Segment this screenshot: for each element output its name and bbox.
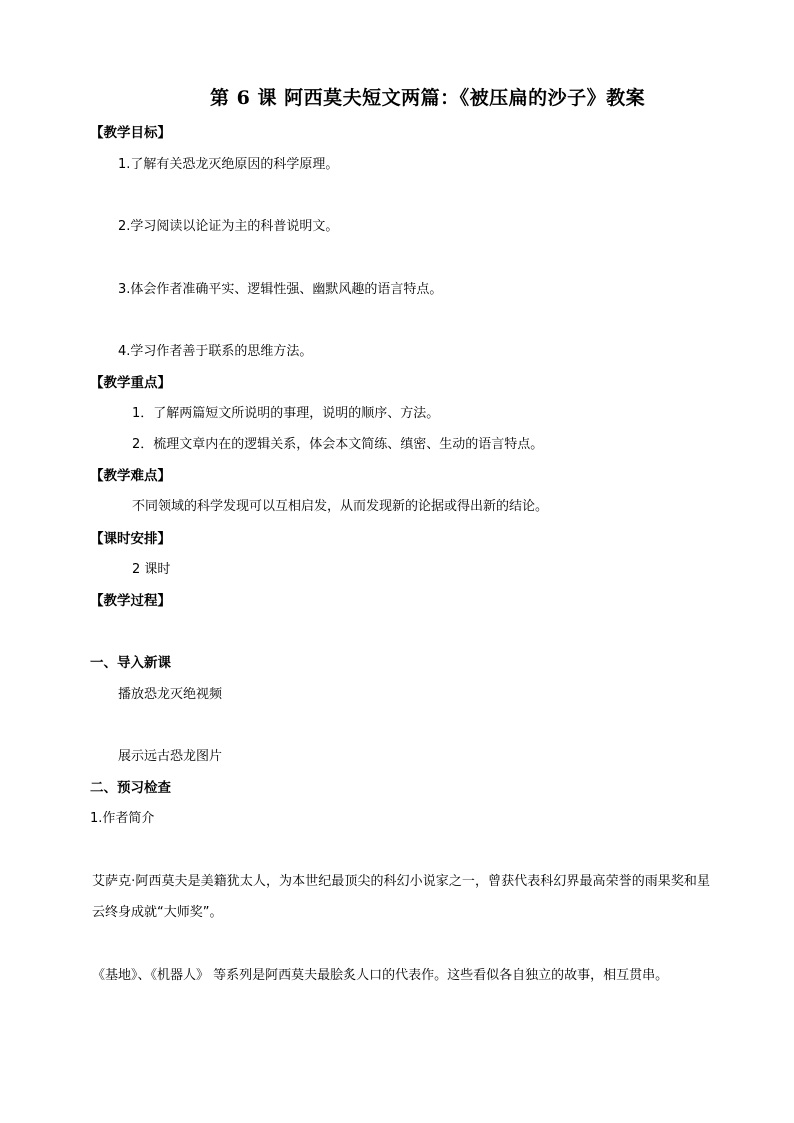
objective-item-3: 3.体会作者准确平实、逻辑性强、幽默风趣的语言特点。	[118, 282, 443, 297]
process-heading: 【教学过程】	[90, 593, 171, 609]
section-intro-item-2: 展示远古恐龙图片	[118, 749, 223, 764]
key-points-heading: 【教学重点】	[90, 375, 171, 391]
author-paragraph-1: 艾萨克·阿西莫夫是美籍犹太人，为本世纪最顶尖的科幻小说家之一，曾获代表科幻界最高荣誉的雨果奖和星云终身成就“大师奖”。	[92, 874, 710, 920]
objective-item-4: 4.学习作者善于联系的思维方法。	[118, 344, 313, 359]
author-paragraph-2: 《基地》、《机器人》 等系列是阿西莫夫最脍炙人口的代表作。这些看似各自独立的故事，相互贯串。	[92, 968, 669, 983]
key-point-item-1: 1．了解两篇短文所说明的事理，说明的顺序、方法。	[132, 406, 440, 421]
key-point-item-2: 2．梳理文章内在的逻辑关系，体会本文简练、缜密、生动的语言特点。	[132, 437, 544, 452]
objective-item-1: 1.了解有关恐龙灭绝原因的科学原理。	[118, 157, 339, 172]
section-intro-item-1: 播放恐龙灭绝视频	[118, 687, 223, 702]
section-preview-heading: 二、预习检查	[90, 780, 171, 796]
difficulties-text: 不同领域的科学发现可以互相启发，从而发现新的论据或得出新的结论。	[132, 499, 549, 514]
page-title: 第 6 课 阿西莫夫短文两篇：《被压扁的沙子》教案	[210, 87, 646, 109]
schedule-text: 2 课时	[132, 562, 171, 577]
difficulties-heading: 【教学难点】	[90, 468, 171, 484]
schedule-heading: 【课时安排】	[90, 531, 171, 547]
section-intro-heading: 一、导入新课	[90, 655, 171, 671]
objective-item-2: 2.学习阅读以论证为主的科普说明文。	[118, 219, 339, 234]
objectives-heading: 【教学目标】	[90, 125, 171, 141]
author-intro-subheading: 1.作者简介	[90, 811, 155, 826]
